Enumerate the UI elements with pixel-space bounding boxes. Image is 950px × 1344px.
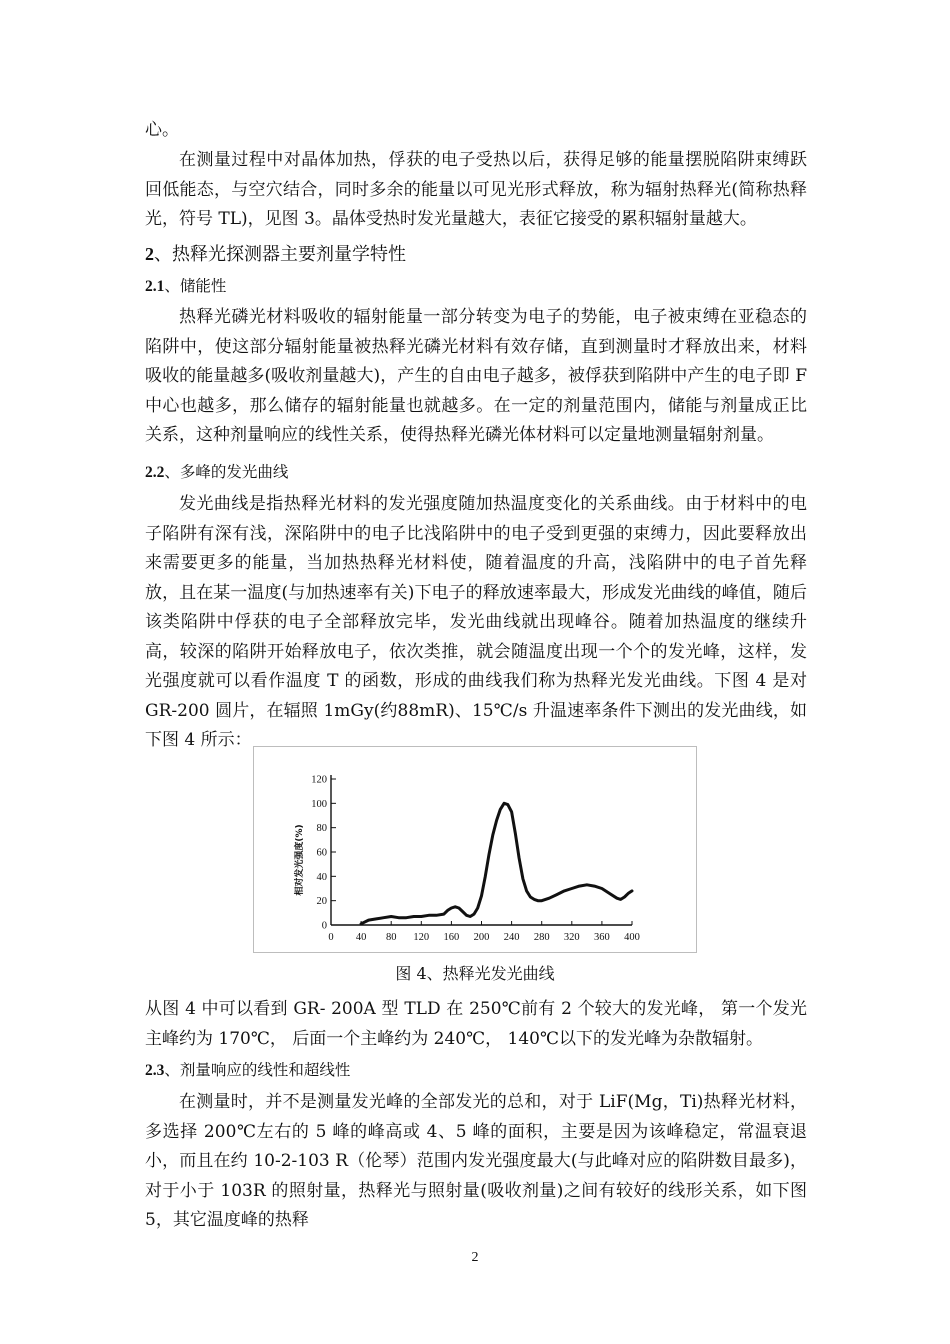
paragraph-continuation bbox=[145, 116, 807, 146]
paragraph-text: 热释光磷光材料吸收的辐射能量一部分转变为电子的势能，电子被束缚在亚稳态的陷阱中，使这部分辐射能量被热释光磷光材料有效存储，直到测量时才释放出来，材料吸收的能量越多(吸收剂量越大)，产生的自由电子越多，被俘获到陷阱中产生的电子即 F 中心也越多，那么储存的辐射能量也就越多。在一定的剂量范围内，储能与剂量成正比关系，这种剂量响应的线性关系，使得热释光磷光体材料可以定量地测量辐射剂量。 bbox=[145, 307, 807, 445]
y-tick-label: 0 bbox=[321, 920, 327, 932]
x-tick-label: 40 bbox=[355, 932, 367, 943]
y-tick-label: 120 bbox=[311, 774, 327, 786]
section-title: 、储能性 bbox=[164, 277, 227, 295]
x-tick-label: 240 bbox=[503, 932, 520, 943]
x-tick-label: 120 bbox=[413, 932, 430, 943]
section-number: 2.1 bbox=[145, 278, 165, 295]
section-title: 、多峰的发光曲线 bbox=[164, 463, 289, 481]
paragraph-energy-storage bbox=[145, 303, 807, 451]
section-number: 2.2 bbox=[145, 464, 165, 481]
y-tick-label: 20 bbox=[316, 896, 327, 908]
x-tick-label: 320 bbox=[563, 932, 580, 943]
paragraph-text: 在测量过程中对晶体加热，俘获的电子受热以后，获得足够的能量摆脱陷阱束缚跃回低能态，与空穴结合，同时多余的能量以可见光形式释放，称为辐射热释光(简称热释光，符号 TL)，见图 3。晶体受热时发光量越大，表征它接受的累积辐射量越大。 bbox=[145, 150, 807, 229]
y-tick-label: 80 bbox=[316, 823, 327, 835]
x-tick-label: 360 bbox=[594, 932, 610, 943]
paragraph-dose-linearity bbox=[145, 1088, 807, 1236]
figure-4-chart bbox=[253, 746, 697, 953]
section-number: 2 bbox=[145, 244, 154, 264]
paragraph-text: 发光曲线是指热释光材料的发光强度随加热温度变化的关系曲线。由于材料中的电子陷阱有深有浅，深陷阱中的电子比浅陷阱中的电子受到更强的束缚力，因此要释放出来需要更多的能量，当加热热释光材料使，随着温度的升高，浅陷阱中的电子首先释放，且在某一温度(与加热速率有关)下电子的释放速率最大，形成发光曲线的峰值，随后该类陷阱中俘获的电子全部释放完毕，发光曲线就出现峰谷。随着加热温度的继续升高，较深的陷阱开始释放电子，依次类推，就会随温度出现一个个的发光峰，这样，发光强度就可以看作温度 T 的函数，形成的曲线我们称为热释光发光曲线。下图 4 是对 GR-200 圆片，在辐照 1mGy(约88mR)、15℃/s 升温速率条件下测出的发光曲线，如下图 4 所示： bbox=[145, 494, 807, 750]
section-title: 、热释光探测器主要剂量学特性 bbox=[154, 244, 406, 265]
glow-curve-chart bbox=[254, 747, 696, 952]
section-heading-2-2 bbox=[145, 458, 807, 487]
section-heading-2 bbox=[145, 239, 807, 270]
section-title: 、剂量响应的线性和超线性 bbox=[164, 1061, 351, 1079]
x-tick-label: 280 bbox=[533, 932, 550, 943]
text-line: 心。 bbox=[145, 120, 179, 140]
x-tick-label: 400 bbox=[624, 932, 640, 943]
y-axis-label: 相对发光强度(%) bbox=[295, 824, 305, 896]
chart-axes bbox=[331, 775, 632, 925]
paragraph-glow-curve bbox=[145, 490, 807, 756]
x-tick-label: 80 bbox=[385, 932, 397, 943]
paragraph-tl-definition bbox=[145, 146, 807, 235]
paragraph-figure-discussion bbox=[145, 995, 807, 1054]
paragraph-text: 在测量时，并不是测量发光峰的全部发光的总和，对于 LiF(Mg，Ti)热释光材料，多选择 200℃左右的 5 峰的峰高或 4、5 峰的面积，主要是因为该峰稳定，常温衰退小，而且在约 10-2-103 R（伦琴）范围内发光强度最大(与此峰对应的陷阱数目最多)，对于小于 103R 的照射量，热释光与照射量(吸收剂量)之间有较好的线形关系，如下图 5，其它温度峰的热释 bbox=[145, 1092, 807, 1230]
section-heading-2-3 bbox=[145, 1056, 807, 1085]
x-tick-label: 200 bbox=[473, 932, 490, 943]
x-tick-label: 0 bbox=[328, 932, 334, 943]
y-tick-label: 40 bbox=[316, 871, 327, 883]
section-number: 2.3 bbox=[145, 1062, 165, 1079]
paragraph-text: 从图 4 中可以看到 GR- 200A 型 TLD 在 250℃前有 2 个较大的发光峰， 第一个发光主峰约为 170℃， 后面一个主峰约为 240℃， 140℃以下的发光峰为杂散辐射。 bbox=[145, 999, 807, 1049]
glow-curve-line bbox=[361, 803, 632, 924]
figure-caption: 图 4、热释光发光曲线 bbox=[395, 964, 555, 983]
section-heading-2-1 bbox=[145, 272, 807, 301]
chart-ticks bbox=[311, 775, 640, 944]
page-number: 2 bbox=[471, 1250, 479, 1265]
x-tick-label: 160 bbox=[443, 932, 460, 943]
y-tick-label: 60 bbox=[316, 847, 327, 859]
y-tick-label: 100 bbox=[311, 798, 327, 810]
